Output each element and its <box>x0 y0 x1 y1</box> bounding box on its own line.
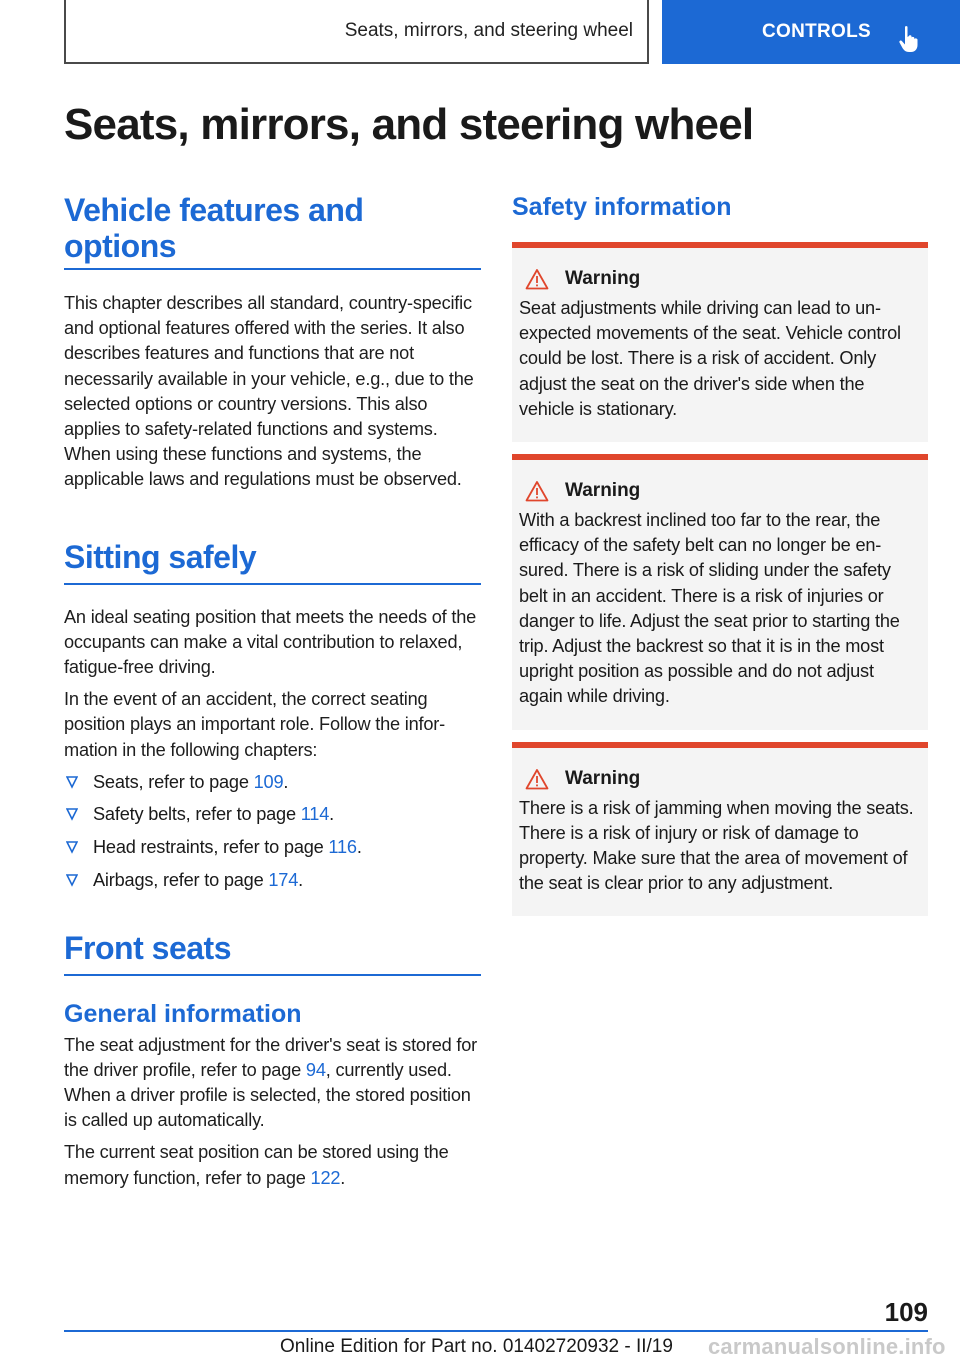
sitting-safely-p1: An ideal seating position that meets the needs of the occupants can make a vital contribution to relaxed, fatigue-free driving. <box>64 606 477 678</box>
right-column <box>512 192 928 916</box>
footer-divider <box>64 1330 928 1332</box>
pointing-hand-icon <box>898 25 922 53</box>
triangle-bullet-icon <box>66 873 78 887</box>
footer-edition: Online Edition for Part no. 01402720932 - II/19 <box>280 1336 673 1357</box>
list-item: Safety belts, refer to page 114. <box>64 802 481 827</box>
warning-triangle-icon <box>525 768 549 790</box>
triangle-bullet-icon <box>66 775 78 789</box>
warning-text: There is a risk of jamming when moving the seats. There is a risk of injury or risk of damage to property. Make sure that the area of movement of the seat is clear prior to any adjustment. <box>519 797 914 894</box>
section-title-text: Seats, mirrors, and steering wheel <box>344 20 633 41</box>
sitting-safely-heading: Sitting safely <box>64 539 481 585</box>
warning-header <box>519 768 921 790</box>
warning-triangle-icon <box>525 268 549 290</box>
front-seats-p2: The current seat position can be stored using the memory function, refer to page 122. <box>64 1142 449 1188</box>
chapter-list <box>64 770 481 893</box>
front-seats-heading: Front seats <box>64 930 481 976</box>
warning-box <box>512 742 928 917</box>
list-item: Seats, refer to page 109. <box>64 770 481 795</box>
vehicle-features-heading: Vehicle features and options <box>64 192 481 270</box>
header-section-title <box>64 0 649 64</box>
warning-header <box>519 480 921 502</box>
controls-tab-label: CONTROLS <box>762 21 872 42</box>
general-information-heading: General information <box>64 999 302 1028</box>
warning-triangle-icon <box>525 480 549 502</box>
triangle-bullet-icon <box>66 840 78 854</box>
warning-title: Warning <box>565 268 641 289</box>
page-link[interactable]: 109 <box>253 771 284 792</box>
vehicle-features-text: This chapter describes all standard, country-specific and optional features offered with the series. It also describes features and functions that are not necessarily available in your vehicle, e.g., due to the selected options or country versions. This also applies to safety-related functions and systems. When using these functions and systems, the applicable laws and regulations must be observed. <box>64 293 474 490</box>
page-link[interactable]: 174 <box>268 869 299 890</box>
list-item: Airbags, refer to page 174. <box>64 868 481 893</box>
front-seats-p1: The seat adjustment for the driver's seat is stored for the driver profile, refer to page 94, currently used. When a driver profile is selected, the stored position is called up automatically. <box>64 1034 477 1131</box>
left-column <box>64 192 481 1191</box>
warning-title: Warning <box>565 480 641 502</box>
page-link[interactable]: 114 <box>300 804 330 825</box>
warning-header <box>519 268 921 290</box>
warning-box <box>512 454 928 730</box>
page-link[interactable]: 122 <box>310 1167 341 1188</box>
list-item: Head restraints, refer to page 116. <box>64 835 481 860</box>
warning-text: Seat adjustments while driving can lead to unexpected movements of the seat. Vehicle control could be lost. There is a risk of accident. Only adjust the seat on the driver's side when the vehicle is stationary. <box>519 298 901 419</box>
page-link[interactable]: 94 <box>305 1059 326 1080</box>
page-number: 109 <box>884 1297 928 1327</box>
triangle-bullet-icon <box>66 807 78 821</box>
warning-text: With a backrest inclined too far to the rear, the efficacy of the safety belt can no longer be ensured. There is a risk of sliding under the safety belt in an accident. There is a risk of injuries or danger to life. Adjust the seat prior to starting the trip. Adjust the backrest so that it is in the most upright position as possible and do not adjust again while driving. <box>519 510 900 707</box>
warning-box <box>512 242 928 442</box>
safety-information-heading: Safety information <box>512 193 732 221</box>
page-title: Seats, mirrors, and steering wheel <box>64 100 754 149</box>
watermark: carmanualsonline.info <box>708 1334 946 1359</box>
page-link[interactable]: 116 <box>328 837 357 858</box>
sitting-safely-p2: In the event of an accident, the correct seating position plays an important role. Follow the information in the following chapters: <box>64 689 446 760</box>
warning-title: Warning <box>565 767 641 789</box>
